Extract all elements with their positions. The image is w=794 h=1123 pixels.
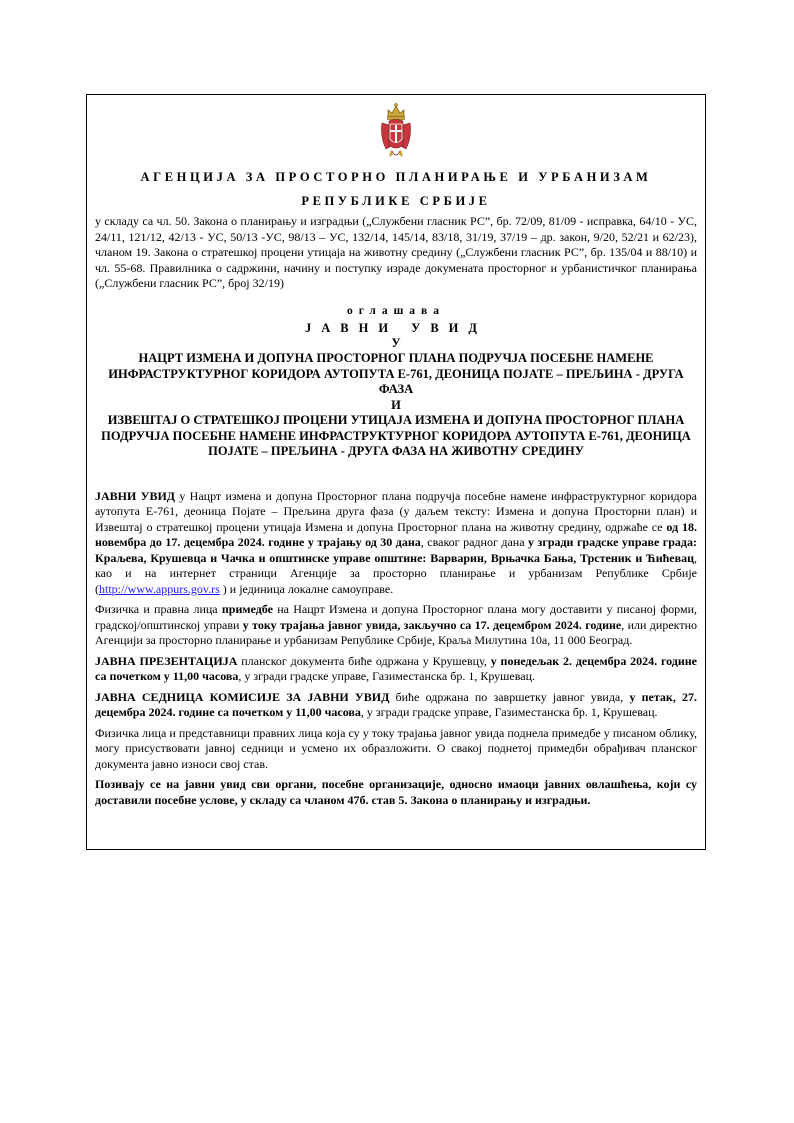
presentation-paragraph <box>95 654 697 685</box>
text-run: у Нацрт измена и допуна Просторног плана подручја посебне намене инфраструктурног коридора аутопута Е-761, деоница Појате – Прељина друга фаза (у даљем тексту: Измена и допуна Просторни план) и Извештај о стратешкој процени утицаја Измена и допуна Просторног плана на животну средину, одржаће се <box>95 488 697 534</box>
objections-keyword: примедбе <box>221 602 273 616</box>
and-label: И <box>391 397 401 412</box>
text-run: планског документа биће одржана у Крушевцу, <box>237 653 491 668</box>
presentation-lead: ЈАВНА ПРЕЗЕНТАЦИЈА <box>95 653 238 668</box>
attendance-paragraph: Физичка лица и представници правних лица која су у току трајања јавног увида поднела примедбе у писаном облику, могу присуствовати јавној седници и усмено их образложити. О свакој поднетој примедби обрађивач планског документа јавно износи свој став. <box>95 725 697 771</box>
text-run: , у згради градске управе, Газиместанска бр. 1, Крушевац. <box>360 705 658 719</box>
text-run: ) и јединица локалне самоуправе. <box>219 581 394 596</box>
in-label: У <box>391 335 401 350</box>
text-run: биће одржана по завршетку јавног увида, <box>389 689 630 704</box>
text-run: , као и на интернет страници Агенције за просторно планирање и урбанизам Републике Србије ( <box>95 550 697 596</box>
republic-name: РЕПУБЛИКЕ СРБИЈЕ <box>301 194 491 208</box>
text-run: на Нацрт Измена и допуна Просторног плана могу доставити у писаној форми, градској/општинској управи <box>95 602 697 632</box>
agency-name: АГЕНЦИЈА ЗА ПРОСТОРНО ПЛАНИРАЊЕ И УРБАНИЗАМ <box>140 170 652 184</box>
locations-text: у згради градске управе града: Краљева, Крушевца и Чачка и општинске управе општине: Варварин, Врњачка Бања, Трстеник и Ћићевац <box>95 535 698 565</box>
announces-label: оглашава <box>346 304 445 317</box>
deadline-text: у току трајања јавног увида, закључно са 17. децембром 2024. године <box>242 617 622 632</box>
text-run: Физичка и правна лица <box>95 602 222 616</box>
notice-frame <box>86 94 706 850</box>
plan-title: НАЦРТ ИЗМЕНА И ДОПУНА ПРОСТОРНОГ ПЛАНА ПОДРУЧЈА ПОСЕБНЕ НАМЕНЕ ИНФРАСТРУКТУРНОГ КОРИДОРА АУТОПУТА Е-761, ДЕОНИЦА ПОЈАТЕ – ПРЕЉИНА - ДРУГА ФАЗА <box>108 351 684 396</box>
report-title: ИЗВЕШТАЈ О СТРАТЕШКОЈ ПРОЦЕНИ УТИЦАЈА ИЗМЕНА И ДОПУНА ПРОСТОРНОГ ПЛАНА ПОДРУЧЈА ПОСЕБНЕ НАМЕНЕ ИНФРАСТРУКТУРНОГ КОРИДОРА АУТОПУТА Е-761, ДЕОНИЦА ПОЈАТЕ – ПРЕЉИНА - ДРУГА ФАЗА НА ЖИВОТНУ СРЕДИНУ <box>101 413 691 458</box>
public-view-paragraph <box>95 489 697 598</box>
public-view-lead: ЈАВНИ УВИД <box>95 488 176 503</box>
coat-of-arms-icon <box>379 101 413 165</box>
invitation-text: Позивају се на јавни увид сви органи, посебне организације, односно имаоци јавних овлашћења, који су доставили посебне услове, у складу са чланом 47б. став 5. Закона о планирању и изградњи. <box>95 777 697 807</box>
text-run: , сваког радног дана <box>420 535 529 549</box>
session-date: у петак, 27. децембра 2024. године са почетком у 11,00 часова <box>95 689 698 719</box>
text-run: , или директно Агенцији за просторно планирање и урбанизам Републике Србије, Краља Милутина 10а, 11 000 Београд. <box>95 617 697 647</box>
legal-basis-text: у складу са чл. 50. Закона о планирању и изградњи („Службени гласник РС”, бр. 72/09, 81/09 - исправка, 64/10 - УС, 24/11, 121/12, 42/13 - УС, 50/13 -УС, 98/13 – УС, 132/14, 145/14, 83/18, 31/19, 37/19 – др. закон, 9/20, 52/21 и 62/23), чланом 19. Закона о стратешкој процени утицаја на животну средину („Службени гласник РС”, бр. 135/04 и 88/10) и чл. 55-68. Правилника о садржини, начину и поступку израде докумената просторног и урбанистичког планирања („Службени гласник РС”, број 32/19) <box>95 214 697 290</box>
session-paragraph <box>95 690 697 721</box>
dates-text: од 18. новембра до 17. децембра 2024. године у трајању од 30 дана <box>95 519 697 549</box>
public-view-title: ЈАВНИ УВИД <box>304 320 488 335</box>
text-run: , у згради градске управе, Газиместанска бр. 1, Крушевац. <box>238 669 535 683</box>
objections-paragraph <box>95 602 697 649</box>
invitation-paragraph <box>95 777 697 808</box>
session-lead: ЈАВНА СЕДНИЦА КОМИСИЈЕ ЗА ЈАВНИ УВИД <box>95 689 390 704</box>
agency-website-link[interactable]: http://www.appurs.gov.rs <box>99 581 220 596</box>
presentation-date: у понедељак 2. децембра 2024. године са почетком у 11,00 часова <box>95 653 698 683</box>
